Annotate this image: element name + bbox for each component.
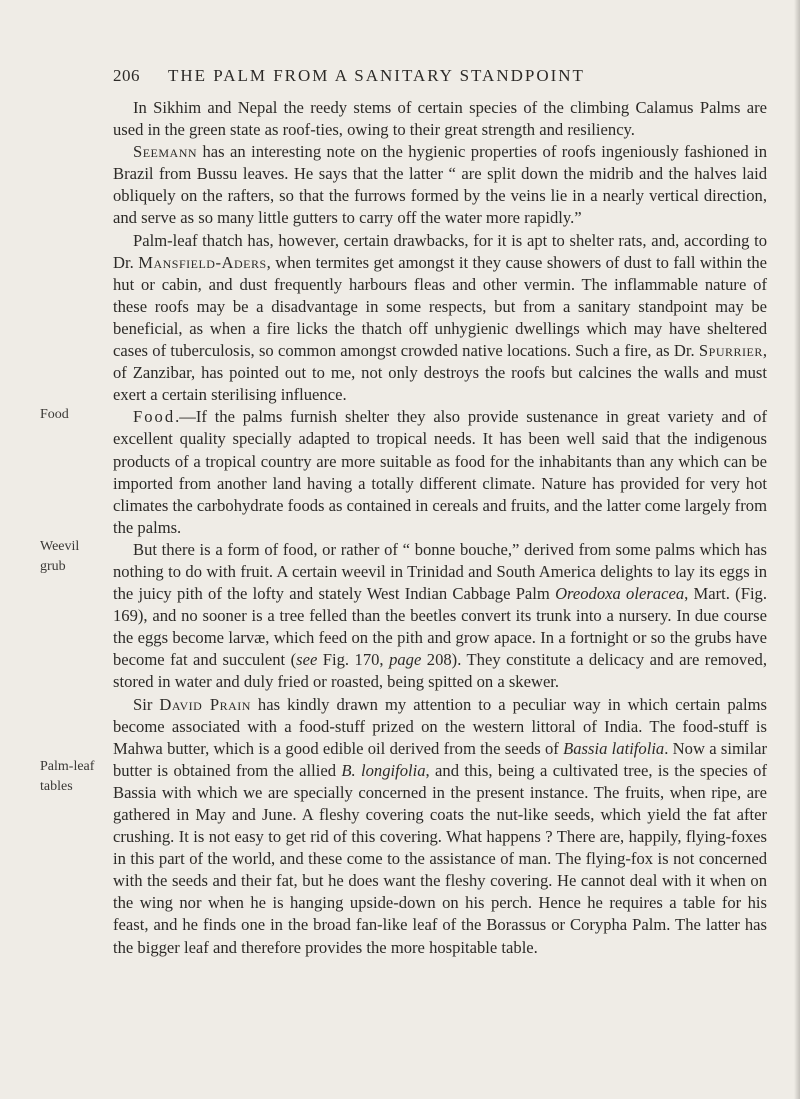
- author-name: Seemann: [133, 142, 198, 162]
- paragraph-text: .—If the palms furnish shelter they also provide sustenance in great variety and of excellent quality specially adapted to tropical needs. It has been well said that the indigenous products of a tropical country are more suitable as food for the inhabitants than any which can be imported from another land having a totally different climate. Nature has provided for very hot climates the carbohydrate foods as contained in cereals and fruits, and the latter come largely from the palms.: [113, 407, 767, 537]
- paragraph-text: 208). They constitute a delicacy and are removed, stored in water and duly fried or roasted, being spitted on a skewer.: [113, 650, 768, 692]
- paragraph-calamus: In Sikhim and Nepal the reedy stems of certain species of the climbing Calamus Palms are used in the green state as roof-ties, owing to their great strength and resiliency.: [113, 98, 767, 140]
- paragraph-text: , Mart. (Fig. 169), and no sooner is a tree felled than the beetles convert its trunk into a nursery. In due course the eggs become larvæ, which feed on the pith and grow apace. In a fortnight or so the grubs have become fat and succulent (: [113, 584, 767, 670]
- body-text: [113, 97, 767, 959]
- paragraph-seemann: [113, 141, 767, 229]
- paragraph-text: Palm-leaf thatch has, however, certain drawbacks, for it is apt to shelter rats, and, according to Dr.: [113, 230, 767, 272]
- paragraph-text: Fig. 170,: [317, 650, 390, 670]
- paragraph-text: , and this, being a cultivated tree, is the species of Bassia with which we are specially concerned in the present instance. The fruits, when ripe, are gathered in May and June. A fleshy covering coats the nut-like seeds, which yield the fat after crushing. It is not easy to get rid of this covering. What happens ? There are, happily, flying-foxes in this part of the world, and these come to the assistance of man. The flying-fox is not concerned with the seeds and their fat, but he does want the fleshy covering. He cannot deal with it when on the wing nor when he is hanging upside-down on his perch. Hence he requires a table for his feast, and he finds one in the broad fan-like leaf of the Borassus or Corypha Palm. The latter has the bigger leaf and therefore provides the more hospitable table.: [113, 760, 767, 957]
- paragraph-weevil: [113, 539, 767, 694]
- page-number: 206: [113, 66, 140, 85]
- margin-note-palm-leaf-tables: Palm-leaf tables: [40, 759, 95, 794]
- species-name: Bassia latifolia: [563, 738, 665, 758]
- paragraph-food: [113, 406, 767, 539]
- paragraph-text: But there is a form of food, or rather of “ bonne bouche,” derived from some palms which has nothing to do with fruit. A certain weevil in Trinidad and South America delights to lay its eggs in the juicy pith of the lofty and stately West Indian Cabbage Palm: [113, 539, 767, 604]
- species-name: B. longifolia: [341, 760, 426, 780]
- author-name: Mansfield-Aders: [138, 252, 267, 272]
- margin-note-food: Food: [40, 407, 69, 422]
- page-reference: page: [389, 650, 422, 670]
- author-name: David Prain: [159, 694, 251, 714]
- paragraph-thatch: [113, 230, 767, 407]
- species-name: Oreodoxa oleracea: [555, 584, 685, 604]
- margin-note-weevil-grub: Weevil grub: [40, 539, 80, 574]
- paragraph-text: has kindly drawn my attention to a peculiar way in which certain palms become associated with a food-stuff prized on the western littoral of India. The food-stuff is Mahwa butter, which is a good edible oil derived from the seeds of: [113, 694, 768, 758]
- page-edge-shadow: [794, 0, 800, 1099]
- paragraph-text: . Now a similar butter is obtained from the allied: [113, 738, 767, 780]
- paragraph-text: has an interesting note on the hygienic properties of roofs ingeniously fashioned in Brazil from Bussu leaves. He says that the latter “ are split down the midrib and the halves laid obliquely on the rafters, so that the furrows formed by the veins lie in a nearly vertical direction, and serve as so many little gutters to carry off the water more rapidly.”: [113, 142, 767, 228]
- paragraph-text: , when termites get amongst it they cause showers of dust to fall within the hut or cabin, and dust frequently harbours fleas and other vermin. The inflammable nature of these roofs may be a disadvantage in some respects, but from a sanitary standpoint may be beneficial, as when a fire licks the thatch off unhygienic dwellings which may have sheltered cases of tuberculosis, so common amongst crowded native locations. Such a fire, as Dr.: [113, 252, 767, 361]
- running-head: THE PALM FROM A SANITARY STANDPOINT: [168, 66, 585, 85]
- paragraph-mahwa: [113, 694, 767, 959]
- author-name: Spurrier: [698, 341, 763, 361]
- paragraph-text: Sir: [133, 694, 160, 714]
- section-heading: Food: [133, 407, 176, 427]
- paragraph-text: , of Zanzibar, has pointed out to me, not only destroys the roofs but calcines the walls and must exert a certain sterilising influence.: [113, 341, 767, 405]
- see-reference: see: [296, 650, 318, 670]
